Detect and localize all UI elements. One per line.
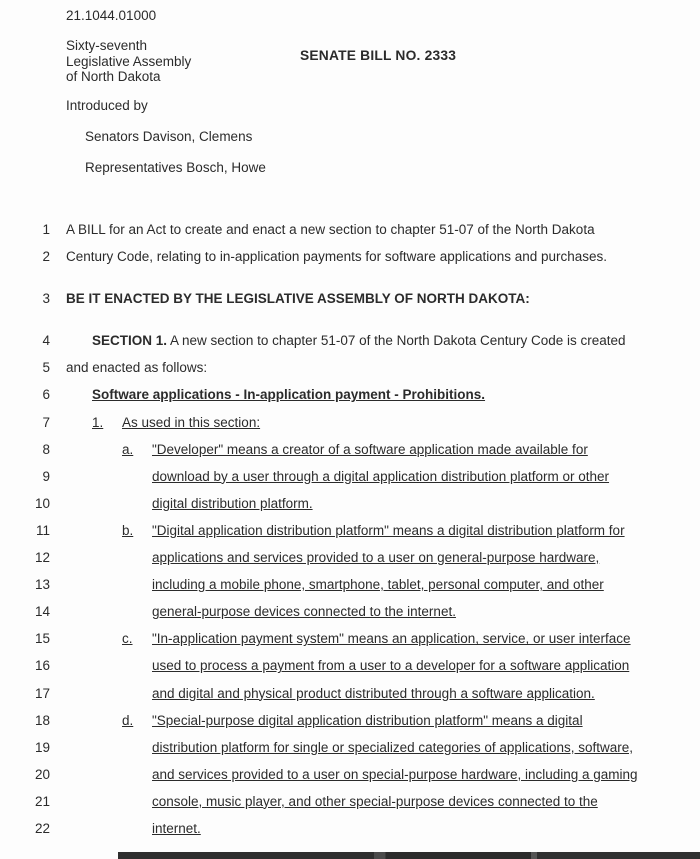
doc-line <box>0 354 700 381</box>
line-content <box>66 354 700 381</box>
line-number: 1 <box>42 222 50 237</box>
list-marker: c. <box>122 631 133 647</box>
line-bold-prefix: SECTION 1. <box>92 333 168 349</box>
line-text: As used in this section: <box>122 414 261 430</box>
doc-line <box>0 544 700 571</box>
line-content <box>66 517 700 544</box>
line-number: 3 <box>42 291 50 307</box>
line-content <box>66 216 700 243</box>
doc-line <box>0 285 700 312</box>
line-number: 12 <box>34 550 50 566</box>
line-content <box>66 285 700 312</box>
list-marker: a. <box>122 441 134 457</box>
line-text: Century Code, relating to in-application payments for software applications and purchases. <box>66 249 608 265</box>
line-number: 20 <box>34 766 50 782</box>
line-text: "Developer" means a creator of a software application made available for <box>152 441 588 457</box>
line-text: internet. <box>152 820 201 836</box>
line-text: "Digital application distribution platform" means a digital distribution platform for <box>152 522 625 538</box>
doc-line <box>0 327 700 354</box>
line-content <box>66 243 700 270</box>
line-number: 19 <box>34 739 50 755</box>
line-number: 14 <box>34 604 50 620</box>
line-content <box>66 381 700 408</box>
assembly-line-3: of North Dakota <box>66 69 161 84</box>
line-text: applications and services provided to a user on general-purpose hardware, <box>152 550 600 566</box>
line-content <box>66 490 700 517</box>
line-content <box>66 680 700 707</box>
line-number: 7 <box>42 414 50 430</box>
list-marker: 1. <box>92 414 104 430</box>
line-content <box>66 463 700 490</box>
assembly-line-1: Sixty-seventh <box>66 38 148 53</box>
line-text: A BILL for an Act to create and enact a new section to chapter 51-07 of the North Dakota <box>66 222 595 237</box>
line-content <box>66 598 700 625</box>
doc-line <box>0 598 700 625</box>
line-text: used to process a payment from a user to a developer for a software application <box>152 658 630 674</box>
line-text: "Special-purpose digital application distribution platform" means a digital <box>152 712 583 728</box>
line-content <box>66 734 700 761</box>
line-number: 18 <box>34 712 50 728</box>
line-text: digital distribution platform. <box>152 495 313 511</box>
doc-line <box>0 381 700 408</box>
line-content <box>66 327 700 354</box>
doc-line <box>0 680 700 707</box>
line-text: and digital and physical product distributed through a software application. <box>152 685 595 701</box>
line-number: 9 <box>42 468 50 484</box>
line-number: 5 <box>42 360 50 376</box>
line-number: 13 <box>34 577 50 593</box>
line-number: 4 <box>42 333 50 349</box>
line-text: BE IT ENACTED BY THE LEGISLATIVE ASSEMBLY OF NORTH DAKOTA: <box>66 291 530 307</box>
line-content <box>66 544 700 571</box>
sponsor-line-representatives: Representatives Bosch, Howe <box>85 160 266 175</box>
line-number: 15 <box>34 631 50 647</box>
doc-line <box>0 761 700 788</box>
line-text: download by a user through a digital application distribution platform or other <box>152 468 610 484</box>
doc-line <box>0 517 700 544</box>
doc-line <box>0 243 700 270</box>
assembly-name <box>66 38 191 85</box>
assembly-line-2: Legislative Assembly <box>66 53 192 69</box>
document-body <box>0 216 700 842</box>
line-number: 16 <box>34 658 50 674</box>
doc-line <box>0 734 700 761</box>
line-text: A new section to chapter 51-07 of the North Dakota Century Code is created <box>167 333 626 349</box>
line-number: 6 <box>42 387 50 403</box>
line-number: 11 <box>35 522 50 538</box>
doc-line <box>0 815 700 842</box>
line-text: and enacted as follows: <box>66 360 208 376</box>
list-marker: d. <box>122 712 134 728</box>
doc-line <box>0 625 700 652</box>
line-number: 17 <box>34 685 50 701</box>
line-number: 21 <box>34 793 50 809</box>
doc-line <box>0 463 700 490</box>
doc-line <box>0 490 700 517</box>
bill-title: SENATE BILL NO. 2333 <box>300 48 457 63</box>
line-content <box>66 571 700 598</box>
line-content <box>66 409 700 436</box>
line-text: distribution platform for single or specialized categories of applications, software, <box>152 739 633 755</box>
doc-line <box>0 707 700 734</box>
introduced-by-label: Introduced by <box>66 98 148 113</box>
sponsor-line-senators: Senators Davison, Clemens <box>85 129 253 144</box>
list-marker: b. <box>122 522 134 538</box>
line-text: Software applications - In-application payment - Prohibitions. <box>92 387 486 403</box>
doc-line <box>0 436 700 463</box>
doc-line <box>0 788 700 815</box>
line-text: including a mobile phone, smartphone, tablet, personal computer, and other <box>152 577 604 593</box>
line-number: 2 <box>42 249 50 265</box>
line-content <box>66 761 700 788</box>
doc-line <box>0 216 700 243</box>
line-number: 22 <box>34 820 50 836</box>
line-text: "In-application payment system" means an application, service, or user interface <box>152 631 631 647</box>
doc-line <box>0 652 700 679</box>
line-number: 10 <box>34 495 50 511</box>
line-text: general-purpose devices connected to the internet. <box>152 604 456 620</box>
document-number: 21.1044.01000 <box>66 8 157 23</box>
line-content <box>66 436 700 463</box>
doc-line <box>0 571 700 598</box>
line-content <box>66 815 700 842</box>
line-content <box>66 788 700 815</box>
line-text: and services provided to a user on special-purpose hardware, including a gaming <box>152 766 638 782</box>
scan-artifact-bar <box>118 852 700 859</box>
doc-line <box>0 409 700 436</box>
line-content <box>66 625 700 652</box>
line-text: console, music player, and other special-purpose devices connected to the <box>152 793 598 809</box>
line-content <box>66 707 700 734</box>
line-content <box>66 652 700 679</box>
line-number: 8 <box>42 441 50 457</box>
